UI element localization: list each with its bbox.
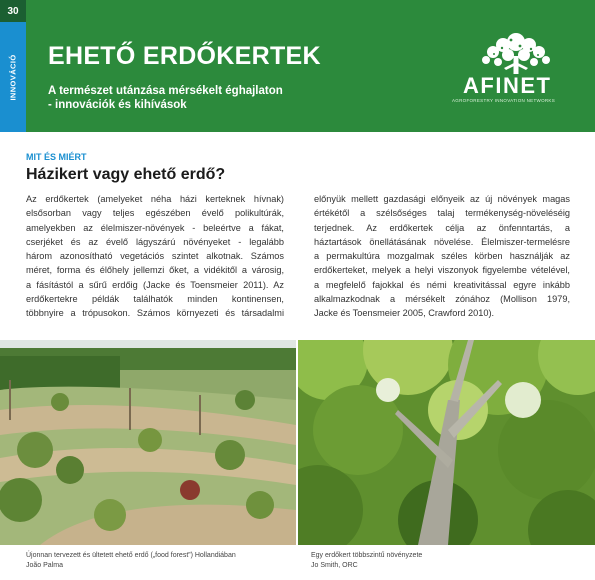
article-heading: Házikert vagy ehető erdő?: [26, 166, 226, 183]
page-title: EHETŐ ERDŐKERTEK: [48, 42, 321, 70]
section-kicker: MIT ÉS MIÉRT: [26, 152, 87, 162]
logo-tagline: AGROFORESTRY INNOVATION NETWORKS: [452, 98, 556, 103]
caption-text: Újonnan tervezett és ültetett ehető erdő („food forest”) Hollandiában: [26, 552, 236, 559]
text-line: erdőkerteket, melyek a helyi viszonyok figyelembe vételével,: [314, 265, 570, 276]
subtitle-line: - innovációk és kihívások: [48, 99, 187, 111]
caption-text: Egy erdőkert többszintű növényzete: [311, 552, 423, 559]
side-tab-label-wrap: [0, 22, 26, 132]
subtitle-line: A természet utánzása mérsékelt éghajlaton: [48, 85, 283, 97]
text-line: méret, forma és élőhely jellemzi őket, a vidékitől a városig,: [26, 265, 284, 276]
canopy-photo: [298, 340, 595, 545]
text-line: háztartások önellátásának növelése. Élelmiszer-termelésre: [314, 236, 570, 247]
side-tab-label: INNOVÁCIÓ: [8, 53, 18, 101]
photo-caption-left: [26, 551, 236, 571]
text-line: terjednek. Az erdőkertek célja az önfenntartás, a: [314, 222, 570, 233]
text-line: Az erdőkertek (amelyeket néha házi kerteknek hívnak): [26, 194, 284, 204]
text-line: elsősorban vagy teljes egészében évelő polikultúrák,: [26, 208, 284, 219]
page-subtitle: [48, 84, 283, 112]
text-line: értékétől a szélsőséges talaj termékenység-növeléséig: [314, 208, 570, 219]
caption-credit: Jo Smith, ORC: [311, 562, 358, 569]
text-line: előnyük mellett gazdasági előnyeik az új növények magas: [314, 194, 570, 204]
text-line: többnyire a trópusokon. Számos környezeti és társadalmi: [26, 308, 284, 319]
text-line: amelyekben az élelmiszer-növények - beleértve a fákat,: [26, 222, 284, 233]
afinet-logo: AFINET: [463, 73, 552, 98]
caption-credit: João Palma: [26, 562, 63, 569]
text-line: erdőkertekre példák találhatók minden kontinensen,: [26, 294, 284, 305]
food-forest-photo: [0, 340, 296, 545]
text-line: a megfelelő fajokkal és némi kreativitással egyre inkább: [314, 279, 570, 290]
text-line: három azonosítható vegetációs szintet alkotnak. Számos: [26, 251, 284, 262]
text-line: a fásítástól a sűrű erdőig (Jacke és Toensmeier 2011). Az: [26, 279, 284, 290]
page-number: 30: [0, 0, 26, 22]
article-column-left: [26, 192, 284, 321]
text-line: Jacke és Toensmeier 2005, Crawford 2010).: [314, 308, 495, 319]
text-line: alkalmazkodnak a mérsékelt zónához (Mollison 1979,: [314, 294, 570, 305]
text-line: cserjéket és az évelő lágyszárú növényeket - legalább: [26, 236, 284, 247]
article-column-right: [314, 192, 570, 321]
header-banner: [26, 0, 595, 132]
photo-caption-right: [311, 551, 422, 571]
text-line: a permakultúra mozgalmak széles körben használják az: [314, 251, 570, 262]
